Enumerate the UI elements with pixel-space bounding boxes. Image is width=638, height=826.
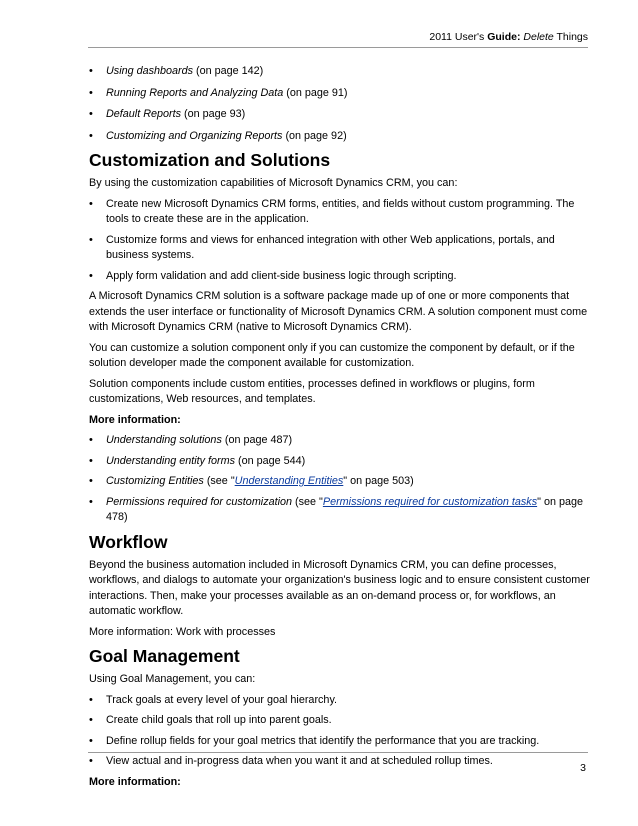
list-item: • Track goals at every level of your goal hierarchy. <box>89 693 591 709</box>
goal-bullet-list <box>89 693 591 770</box>
header-guide-label: Guide: <box>487 31 521 43</box>
see-prefix: (see " <box>206 475 235 487</box>
heading-workflow: Workflow <box>89 531 168 552</box>
goal-intro: Using Goal Management, you can: <box>89 673 256 685</box>
list-item <box>89 495 591 526</box>
page-ref: (on page 544) <box>238 454 306 467</box>
more-information-label: More information: <box>89 775 181 788</box>
header-section-rest: Things <box>556 31 588 43</box>
page-ref: (on page 142) <box>196 65 264 77</box>
link-running-reports[interactable]: Running Reports and Analyzing Data <box>106 86 284 99</box>
page-ref: (on page 487) <box>224 434 293 446</box>
header-section-italic: Delete <box>523 31 554 43</box>
footer-rule <box>88 752 588 753</box>
permissions-text: Permissions required for customization <box>106 495 293 508</box>
list-item: • Create child goals that roll up into parent goals. <box>89 713 591 729</box>
page-ref: " on page 503) <box>343 475 414 487</box>
customization-more-list <box>89 433 591 526</box>
more-information-label: More information: <box>89 413 181 426</box>
customization-bullet-list <box>89 197 591 285</box>
link-using-dashboards[interactable]: Using dashboards <box>106 65 194 77</box>
header-rule <box>88 47 588 48</box>
list-item <box>89 86 591 102</box>
page-content <box>89 64 591 795</box>
list-item <box>89 129 591 145</box>
link-understanding-entities[interactable]: Understanding Entities <box>234 475 344 487</box>
list-item <box>89 454 591 470</box>
page-number: 3 <box>580 762 586 774</box>
page-ref: (on page 92) <box>285 129 347 142</box>
list-item: • View actual and in-progress data when you want it and at scheduled rollup times. <box>89 754 591 770</box>
paragraph: Solution components include custom entities, processes defined in workflows or plugins, form customizations, Web resources, and templates. <box>89 377 535 405</box>
list-item: • Apply form validation and add client-side business logic through scripting. <box>89 269 591 285</box>
page-ref: " on page 478) <box>106 495 583 523</box>
link-default-reports[interactable]: Default Reports <box>106 108 182 120</box>
header-prefix: 2011 User's <box>429 31 488 43</box>
heading-customization: Customization and Solutions <box>89 150 331 170</box>
intro-bullet-list <box>89 64 591 144</box>
page-ref: (on page 93) <box>184 108 246 120</box>
list-item: • Create new Microsoft Dynamics CRM forms, entities, and fields without custom programming. The tools to create these are in the application. <box>89 197 591 228</box>
paragraph: You can customize a solution component only if you can customize the component by default, or if the solution developer made the component available for customization. <box>89 341 575 369</box>
heading-goal-management: Goal Management <box>89 646 240 666</box>
running-header <box>429 31 588 43</box>
list-item <box>89 64 591 80</box>
paragraph: Beyond the business automation included in Microsoft Dynamics CRM, you can define processes, workflows, and dialogs to automate your organization's business logic and to ensure consistent customer interactions. Then, make your processes available as an on-demand process or, for workflows, an automatic workflow. <box>89 558 590 617</box>
link-understanding-solutions[interactable]: Understanding solutions <box>106 434 222 446</box>
list-item: • Customize forms and views for enhanced integration with other Web applications, portals, and business systems. <box>89 233 591 264</box>
link-customizing-reports[interactable]: Customizing and Organizing Reports <box>106 129 283 142</box>
list-item <box>89 107 591 123</box>
workflow-more-information: More information: Work with processes <box>89 625 276 638</box>
list-item: • Define rollup fields for your goal metrics that identify the performance that you are tracking. <box>89 734 591 750</box>
page-ref: (on page 91) <box>286 86 348 99</box>
list-item <box>89 474 591 490</box>
see-prefix: (see " <box>295 495 323 508</box>
list-item <box>89 433 591 449</box>
link-permissions-required[interactable]: Permissions required for customization tasks <box>322 495 538 508</box>
customizing-entities-text: Customizing Entities <box>106 475 204 487</box>
customization-intro: By using the customization capabilities of Microsoft Dynamics CRM, you can: <box>89 177 458 189</box>
link-understanding-entity-forms[interactable]: Understanding entity forms <box>106 454 236 467</box>
paragraph: A Microsoft Dynamics CRM solution is a software package made up of one or more components that extends the user interface or functionality of Microsoft Dynamics CRM. A solution component must come with Microsoft Dynamics CRM (native to Microsoft Dynamics CRM). <box>89 290 588 333</box>
